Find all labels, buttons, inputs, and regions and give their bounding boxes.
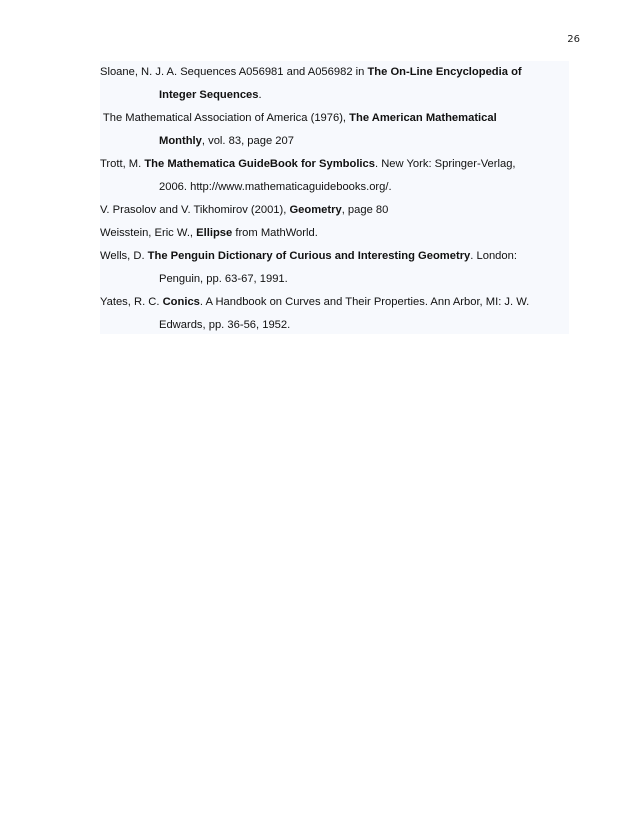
reference-continuation: Penguin, pp. 63-67, 1991. — [159, 273, 288, 285]
reference-text: . New York: Springer-Verlag, — [374, 158, 516, 170]
reference-line — [100, 291, 569, 314]
reference-text: Wells, D. — [100, 250, 148, 262]
reference-line — [100, 199, 569, 222]
reference-title: Monthly — [159, 135, 202, 147]
reference-text: , page 80 — [341, 204, 389, 216]
reference-text: , vol. 83, page 207 — [201, 135, 294, 147]
reference-weisstein — [100, 222, 569, 245]
reference-title: The Penguin Dictionary of Curious and Interesting Geometry — [147, 250, 471, 262]
reference-text: The Mathematical Association of America (1976), — [100, 112, 350, 124]
reference-line — [100, 222, 569, 245]
reference-text: Trott, M. — [100, 158, 145, 170]
reference-continuation — [100, 130, 569, 153]
reference-text: Yates, R. C. — [100, 296, 163, 308]
reference-line — [100, 61, 569, 84]
reference-title: Integer Sequences — [159, 89, 259, 101]
reference-continuation: 2006. http://www.mathematicaguidebooks.org/. — [159, 181, 392, 193]
reference-prasolov — [100, 199, 569, 222]
page-number: 26 — [567, 34, 580, 45]
reference-text: Weisstein, Eric W., — [100, 227, 197, 239]
reference-text: . London: — [470, 250, 517, 262]
reference-text: . — [258, 89, 262, 101]
reference-wells — [100, 245, 569, 291]
reference-continuation — [100, 84, 569, 107]
reference-yates — [100, 291, 569, 337]
references-list — [100, 61, 569, 334]
reference-trott — [100, 153, 569, 199]
reference-title: The On-Line Encyclopedia of — [367, 66, 522, 78]
reference-maa — [100, 107, 569, 153]
reference-text: from MathWorld. — [232, 227, 318, 239]
reference-text: . A Handbook on Curves and Their Properties. Ann Arbor, MI: J. W. — [199, 296, 530, 308]
reference-line — [100, 107, 569, 130]
reference-line — [100, 153, 569, 176]
reference-text: V. Prasolov and V. Tikhomirov (2001), — [100, 204, 290, 216]
reference-line — [100, 245, 569, 268]
reference-title: Conics — [162, 296, 200, 308]
reference-title: Geometry — [289, 204, 342, 216]
reference-title: The American Mathematical — [349, 112, 497, 124]
reference-title: The Mathematica GuideBook for Symbolics — [144, 158, 375, 170]
reference-sloane — [100, 61, 569, 107]
reference-title: Ellipse — [196, 227, 233, 239]
reference-text: Sloane, N. J. A. Sequences A056981 and A056982 in — [100, 66, 368, 78]
reference-continuation: Edwards, pp. 36-56, 1952. — [159, 319, 291, 331]
